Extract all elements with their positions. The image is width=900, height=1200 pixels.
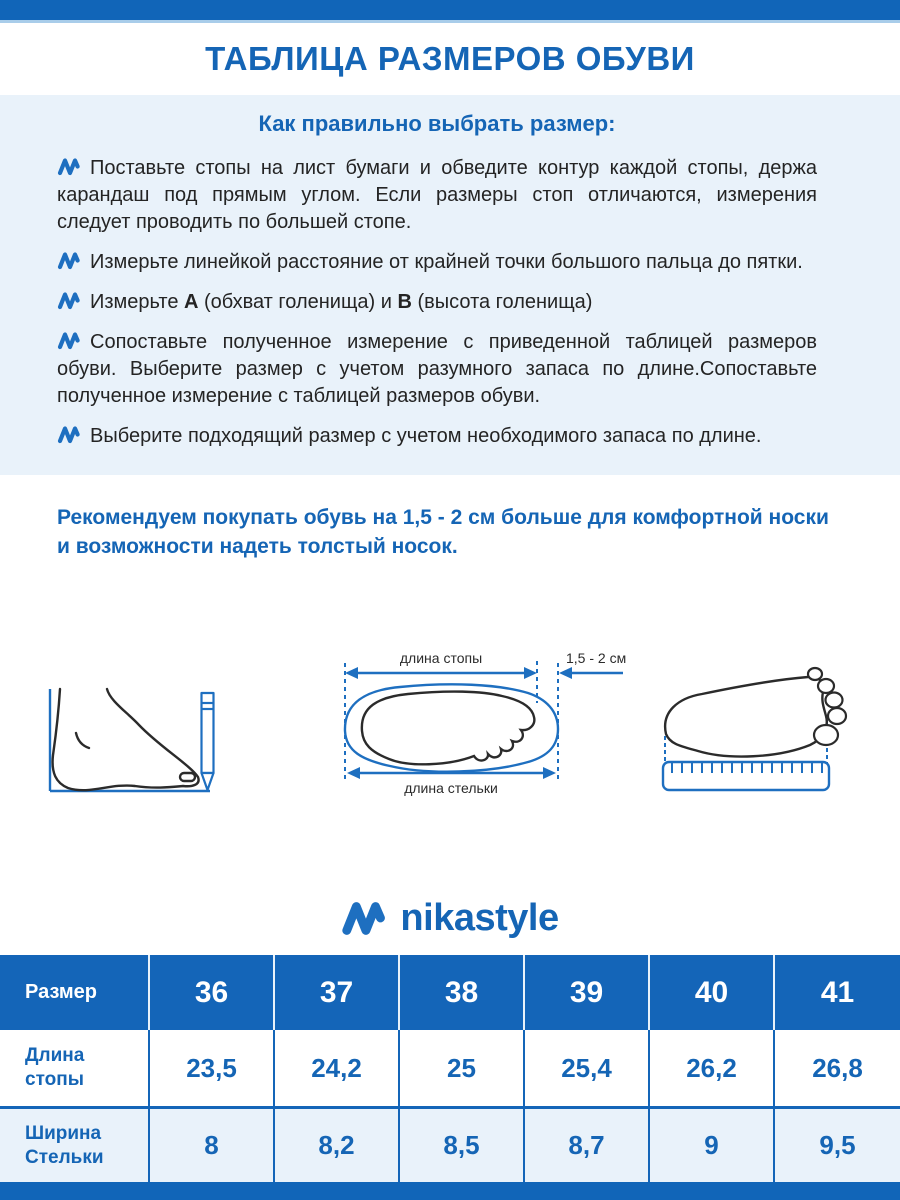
size-value-header: 41 xyxy=(775,955,900,1030)
foot-length-cell: 25 xyxy=(400,1030,525,1106)
nikastyle-logo xyxy=(0,888,900,948)
size-header-cell: Размер xyxy=(0,955,150,1030)
footprint-outline xyxy=(362,692,534,765)
foot-length-arrow xyxy=(345,667,537,679)
foot-length-cell: 26,2 xyxy=(650,1030,775,1106)
nikastyle-bullet-icon xyxy=(57,251,81,270)
size-value-header: 40 xyxy=(650,955,775,1030)
foot-length-cell: 26,8 xyxy=(775,1030,900,1106)
bullet-item xyxy=(57,289,817,316)
size-value-header: 36 xyxy=(150,955,275,1030)
recommendation-text: Рекомендуем покупать обувь на 1,5 - 2 см больше для комфортной носки и возможности надеть толстый носок. xyxy=(57,506,829,558)
size-value-header: 38 xyxy=(400,955,525,1030)
nikastyle-bullet-icon xyxy=(57,291,81,310)
allowance-arrow xyxy=(559,667,623,679)
foot-ruler-diagram xyxy=(650,650,860,800)
bullet-item xyxy=(57,155,817,236)
foot-length-label: длина стопы xyxy=(399,650,483,666)
nikastyle-bullet-icon xyxy=(57,425,81,444)
foot-length-cell: 24,2 xyxy=(275,1030,400,1106)
bullet-item xyxy=(57,249,817,276)
title-section xyxy=(0,23,900,95)
foot-sole-outline xyxy=(665,677,827,757)
insole-width-cell: 9,5 xyxy=(775,1106,900,1182)
insole-width-cell: 8,5 xyxy=(400,1106,525,1182)
insole-width-cell: 9 xyxy=(650,1106,775,1182)
insole-length-arrow xyxy=(347,767,556,779)
bullet-text: Измерьте линейкой расстояние от крайней точки большого пальца до пятки. xyxy=(90,251,803,273)
size-value-header: 37 xyxy=(275,955,400,1030)
size-value-header: 39 xyxy=(525,955,650,1030)
insole-width-cell: 8,7 xyxy=(525,1106,650,1182)
foot-length-row-label: Длина стопы xyxy=(0,1030,150,1106)
ruler-icon xyxy=(663,762,829,790)
allowance-label: 1,5 - 2 см xyxy=(566,650,627,666)
foot-length-cell: 25,4 xyxy=(525,1030,650,1106)
bullet-text: Измерьте А (обхват голенища) и В (высота голенища) xyxy=(90,291,593,313)
insole-width-cell: 8,2 xyxy=(275,1106,400,1182)
nikastyle-logo-text: nikastyle xyxy=(400,896,559,939)
footprint-measure-diagram xyxy=(330,643,630,803)
bottom-divider-bar xyxy=(0,1182,900,1200)
foot-side-outline xyxy=(53,689,199,790)
bullet-item xyxy=(57,423,817,450)
foot-side-pencil-diagram xyxy=(40,643,240,798)
bullet-item xyxy=(57,329,817,410)
instructions-section xyxy=(0,95,900,475)
insole-width-cell: 8 xyxy=(150,1106,275,1182)
foot-length-cell: 23,5 xyxy=(150,1030,275,1106)
bullet-text: Сопоставьте полученное измерение с приведенной таблицей размеров обуви. Выберите размер с учетом разумного запаса по длине.Сопоставьте полученное измерение с таблицей размеров обуви. xyxy=(57,331,817,407)
bullet-text: Поставьте стопы на лист бумаги и обведите контур каждой стопы, держа карандаш под прямым углом. Если размеры стоп отличаются, измерения следует проводить по большей стопе. xyxy=(57,157,817,233)
pencil-icon xyxy=(202,693,214,790)
page-title: ТАБЛИЦА РАЗМЕРОВ ОБУВИ xyxy=(205,40,695,77)
insole-length-label: длина стельки xyxy=(404,780,498,796)
insole-width-row-label: Ширина Стельки xyxy=(0,1106,150,1182)
top-divider-bar xyxy=(0,0,900,23)
instructions-heading: Как правильно выбрать размер: xyxy=(258,111,616,136)
nikastyle-bullet-icon xyxy=(57,157,81,176)
nikastyle-logo-icon xyxy=(341,898,387,938)
nikastyle-bullet-icon xyxy=(57,331,81,350)
bullet-text: Выберите подходящий размер с учетом необходимого запаса по длине. xyxy=(90,425,762,447)
size-table xyxy=(0,955,900,1182)
